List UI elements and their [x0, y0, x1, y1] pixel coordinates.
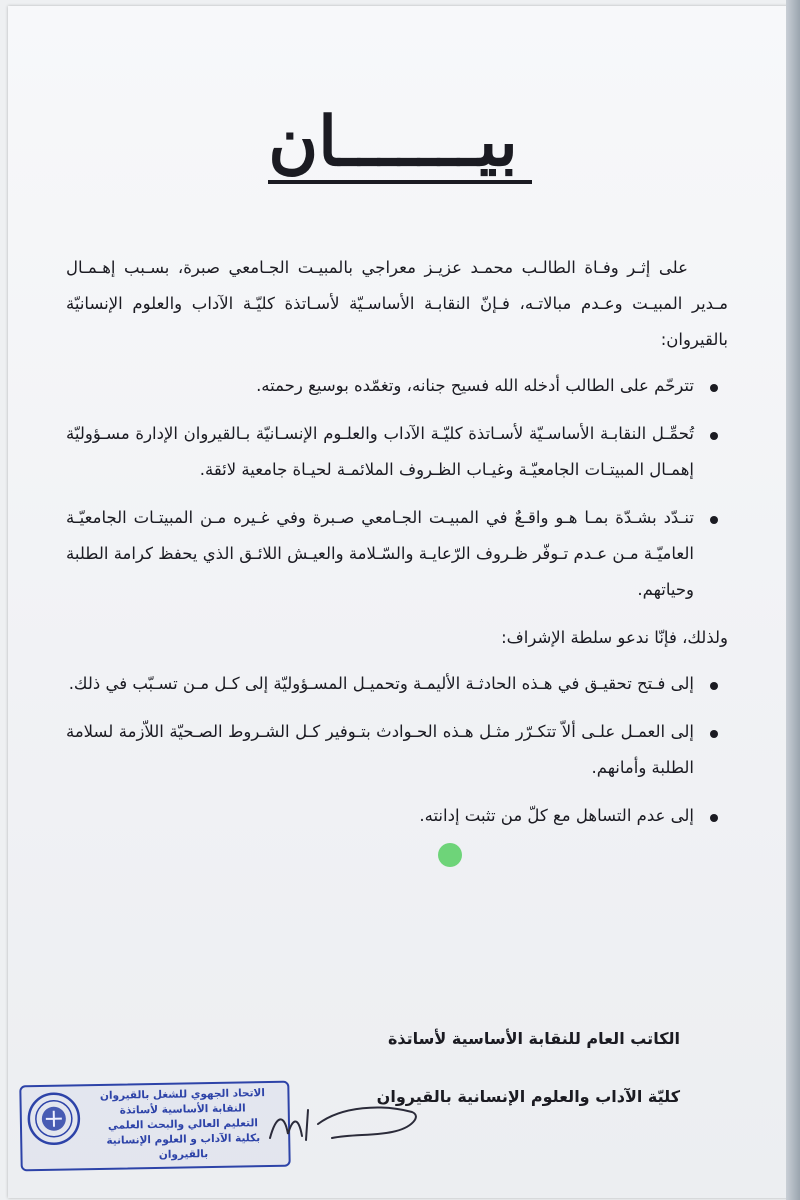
demand-text: إلى فـتح تحقيـق في هـذه الحادثـة الأليمـة وتحميـل المسـؤوليّة إلى كـل مـن تسـبّب في ذلك. — [68, 674, 694, 693]
call-intro: ولذلك، فإنّا ندعو سلطة الإشراف: — [501, 628, 728, 647]
bullet-icon — [710, 730, 718, 738]
demand-text: إلى العمـل علـى ألاّ تتكـرّر مثـل هـذه الحـوادث بتـوفير كـل الشـروط الصـحيّة اللاّزمة لسلامة الطلبة وأمانهم. — [66, 722, 694, 777]
stamp-text — [83, 1086, 282, 1164]
bullet-icon — [710, 432, 718, 440]
demand-item — [66, 714, 728, 786]
signatory-title: الكاتب العام للنقابة الأساسية لأساتذة — [387, 1029, 680, 1048]
stamp-line: التعليم العالي والبحث العلمي — [107, 1117, 259, 1132]
union-emblem-icon — [25, 1090, 82, 1147]
statement-item — [66, 500, 728, 608]
signatory-institution: كليّة الآداب والعلوم الإنسانية بالقيروان — [376, 1087, 680, 1106]
handwritten-signature — [262, 1098, 432, 1148]
statement-item — [66, 368, 728, 404]
intro-paragraph: على إثـر وفـاة الطالـب محمـد عزيـز معراجي بالمبيـت الجـامعي صبرة، بسـبب إهـمـال مـدير المبيـت وعـدم مبالاتـه، فـإنّ النقابـة الأساسـيّة لأسـاتذة كليّـة الآداب والعلوم الإنسانيّة بالقيروان: — [66, 258, 728, 349]
stamp-line: بكلية الآداب و العلوم الإنسانية بالقيروان — [106, 1132, 261, 1161]
bullet-icon — [710, 516, 718, 524]
statement-item — [66, 416, 728, 488]
statement-text: تنـدّد بشـدّة بمـا هـو واقـعٌ في المبيـت الجـامعي صـبرة وفي غـيره مـن المبيتـات الجامعيّـة العاميّـة مـن عـدم تـوفّر ظـروف الرّعايـة والسّـلامة والعيـش اللائـق الذي يحفظ كرامة الطلبة وحياتهم. — [66, 508, 694, 599]
statement-text: تترحّم على الطالب أدخله الله فسيح جنانه، وتغمّده بوسيع رحمته. — [256, 376, 694, 395]
bullet-icon — [710, 682, 718, 690]
highlight-dot — [438, 843, 462, 867]
bullet-icon — [710, 814, 718, 822]
title-container — [0, 102, 800, 184]
demands-list — [66, 666, 728, 834]
document-body — [66, 250, 728, 846]
stamp-line: الاتحاد الجهوي للشغل بالقيروان — [99, 1087, 266, 1102]
demand-item — [66, 798, 728, 834]
statement-text: تُحمِّـل النقابـة الأساسـيّة لأسـاتذة كليّـة الآداب والعلـوم الإنسـانيّة بـالقيروان الإدارة مسـؤوليّة إهمـال المبيتـات الجامعيّـة وغيـاب الظـروف الملائمـة لحيـاة جامعية لائقة. — [66, 424, 694, 479]
document-title: بيـــــــان — [268, 108, 532, 184]
bullet-icon — [710, 384, 718, 392]
union-stamp — [19, 1081, 290, 1172]
demand-item — [66, 666, 728, 702]
statement-list — [66, 368, 728, 608]
stamp-line: النقابة الأساسية لأساتذة — [119, 1102, 246, 1117]
demand-text: إلى عدم التساهل مع كلّ من تثبت إدانته. — [419, 806, 694, 825]
